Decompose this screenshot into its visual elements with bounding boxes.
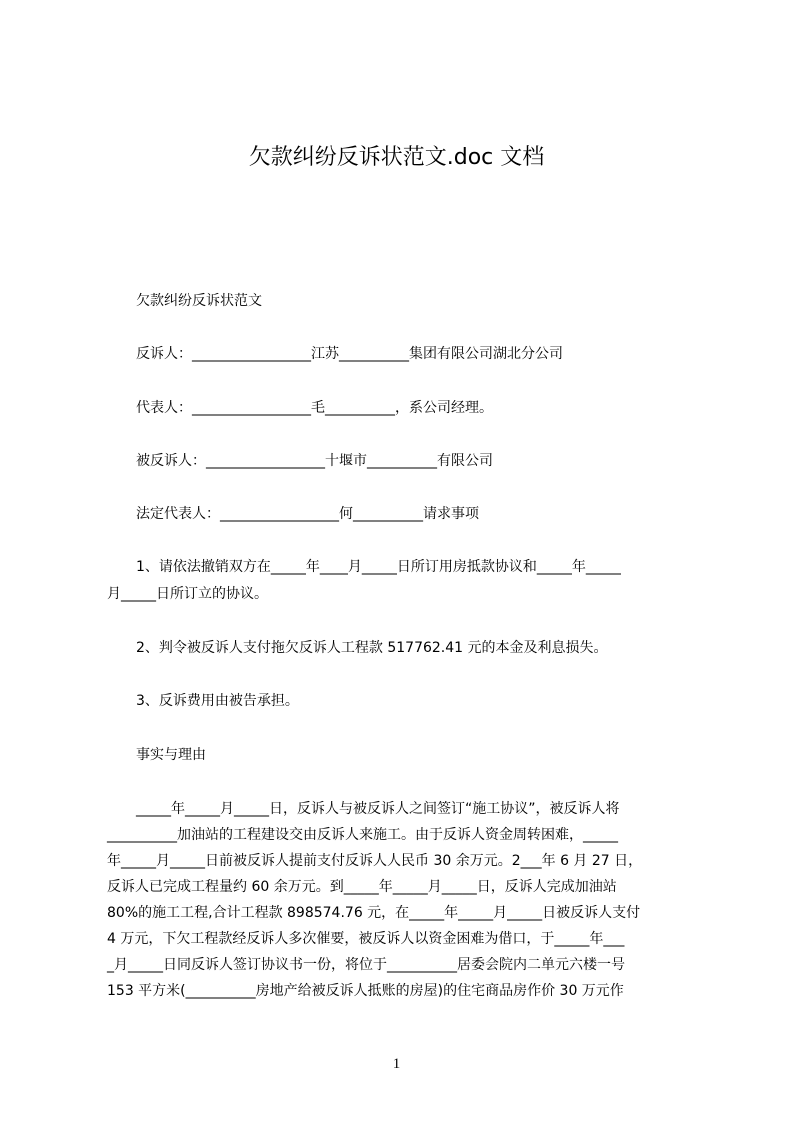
party-counterclaimant: 反诉人：_________________江苏__________集团有限公司湖北分公司 (136, 346, 563, 362)
party-legal-representative: 法定代表人：_________________何__________请求事项 (136, 506, 479, 522)
facts-line: _____年_____月_____日，反诉人与被反诉人之间签订“施工协议”，被反诉人将 (136, 801, 620, 817)
request-item-1-line-1: 1、请依法撤销双方在_____年____月_____日所订用房抵款协议和_____年_____ (136, 559, 621, 575)
document-heading: 欠款纠纷反诉状范文 (136, 293, 262, 309)
facts-line: 153 平方米(__________房地产给被反诉人抵账的房屋)的住宅商品房作价 30 万元作 (107, 983, 624, 999)
party-counter-defendant: 被反诉人：_________________十堰市__________有限公司 (136, 453, 493, 469)
facts-line: __________加油站的工程建设交由反诉人来施工。由于反诉人资金周转困难，_____ (107, 827, 618, 843)
facts-line: 80%的施工工程,合计工程款 898574.76 元，在_____年_____月_____日被反诉人支付 (107, 905, 641, 921)
page-number: 1 (392, 1056, 401, 1072)
facts-line: 4 万元，下欠工程款经反诉人多次催要，被反诉人以资金困难为借口，于_____年___ (107, 931, 625, 947)
facts-line: 年_____月_____日前被反诉人提前支付反诉人人民币 30 余万元。2___年 6 月 27 日， (107, 853, 643, 869)
document-title: 欠款纠纷反诉状范文.doc 文档 (248, 145, 545, 170)
request-item-3: 3、反诉费用由被告承担。 (136, 693, 299, 709)
request-item-1-line-2: 月_____日所订立的协议。 (107, 586, 268, 602)
request-item-2: 2、判令被反诉人支付拖欠反诉人工程款 517762.41 元的本金及利息损失。 (136, 640, 608, 656)
facts-heading: 事实与理由 (136, 747, 206, 763)
facts-line: 反诉人已完成工程量约 60 余万元。到_____年_____月_____日，反诉人完成加油站 (107, 879, 617, 895)
party-representative: 代表人：_________________毛__________，系公司经理。 (136, 400, 493, 416)
facts-line: _月_____日同反诉人签订协议书一份，将位于__________居委会院内二单元六楼一号 (107, 957, 625, 973)
